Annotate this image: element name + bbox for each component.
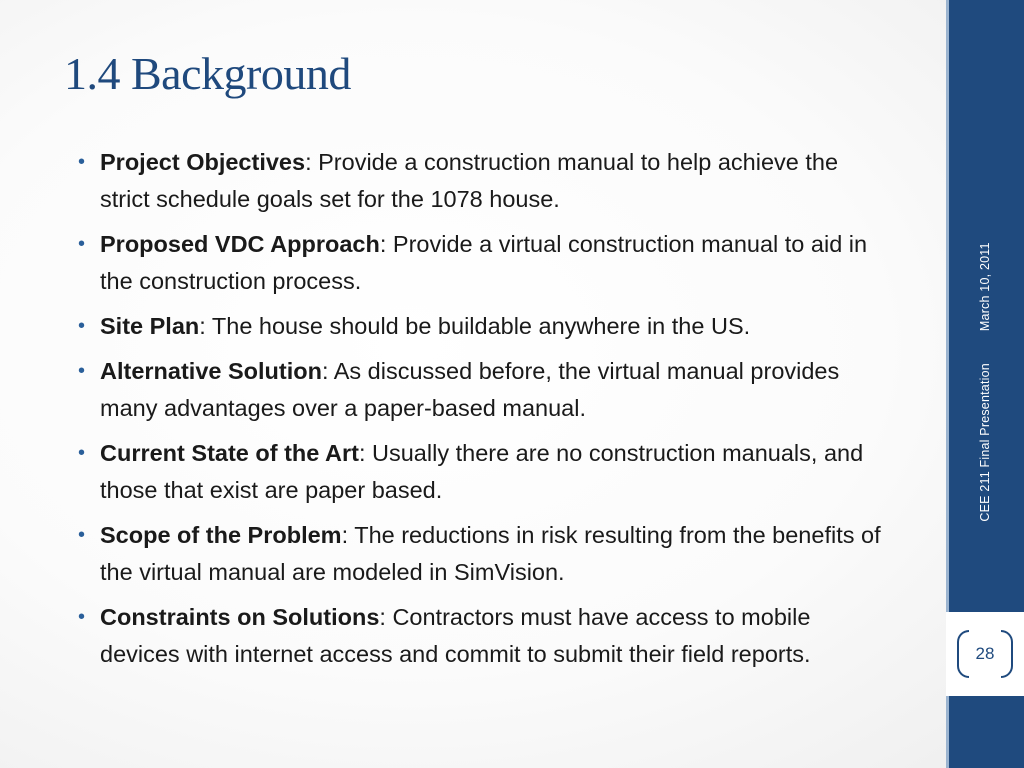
bullet-item-alternative-solution bbox=[78, 353, 888, 427]
bullet-item-constraints-on-solutions bbox=[78, 599, 888, 673]
bullet-term: Project Objectives bbox=[100, 149, 306, 175]
bullet-term: Alternative Solution bbox=[100, 358, 322, 384]
bullet-dot-icon: • bbox=[78, 315, 86, 337]
page-number-frame bbox=[957, 630, 1013, 676]
bullet-dot-icon: • bbox=[78, 233, 86, 255]
bullet-dot-icon: • bbox=[78, 606, 86, 628]
bullet-term: Current State of the Art bbox=[100, 440, 359, 466]
page-number: 28 bbox=[975, 644, 995, 663]
presentation-date: March 10, 2011 bbox=[978, 242, 992, 332]
bullet-dot-icon: • bbox=[78, 442, 86, 464]
bullet-term: Site Plan bbox=[100, 313, 200, 339]
bullet-term: Proposed VDC Approach bbox=[100, 231, 380, 257]
page-number-tab bbox=[946, 612, 1024, 696]
bullet-item-scope-of-the-problem bbox=[78, 517, 888, 591]
bullet-term: Constraints on Solutions bbox=[100, 604, 380, 630]
sidebar-footer-text bbox=[978, 242, 992, 521]
bullet-text: : Provide a virtual construction manual to aid in the construction process. bbox=[100, 231, 868, 294]
bullet-text: : Provide a construction manual to help achieve the strict schedule goals set for the 1078 house. bbox=[100, 149, 839, 212]
bullet-text: : Usually there are no construction manuals, and those that exist are paper based. bbox=[100, 440, 864, 503]
bullet-text: : As discussed before, the virtual manual provides many advantages over a paper-based manual. bbox=[100, 358, 840, 421]
bullet-item-current-state-of-the-art bbox=[78, 435, 888, 509]
bullet-text: : The reductions in risk resulting from the benefits of the virtual manual are modeled in SimVision. bbox=[100, 522, 881, 585]
bullet-dot-icon: • bbox=[78, 151, 86, 173]
bullet-dot-icon: • bbox=[78, 360, 86, 382]
bullet-item-project-objectives bbox=[78, 144, 888, 218]
bullet-text: : Contractors must have access to mobile devices with internet access and commit to submit their field reports. bbox=[100, 604, 811, 667]
presentation-name: CEE 211 Final Presentation bbox=[978, 363, 992, 522]
bullet-dot-icon: • bbox=[78, 524, 86, 546]
bullet-term: Scope of the Problem bbox=[100, 522, 342, 548]
sidebar bbox=[946, 0, 1024, 768]
bullet-item-proposed-vdc-approach bbox=[78, 226, 888, 300]
bullet-list bbox=[78, 144, 888, 681]
bullet-text: : The house should be buildable anywhere in the US. bbox=[199, 313, 751, 339]
bullet-item-site-plan bbox=[78, 308, 888, 345]
slide-title: 1.4 Background bbox=[64, 48, 351, 99]
